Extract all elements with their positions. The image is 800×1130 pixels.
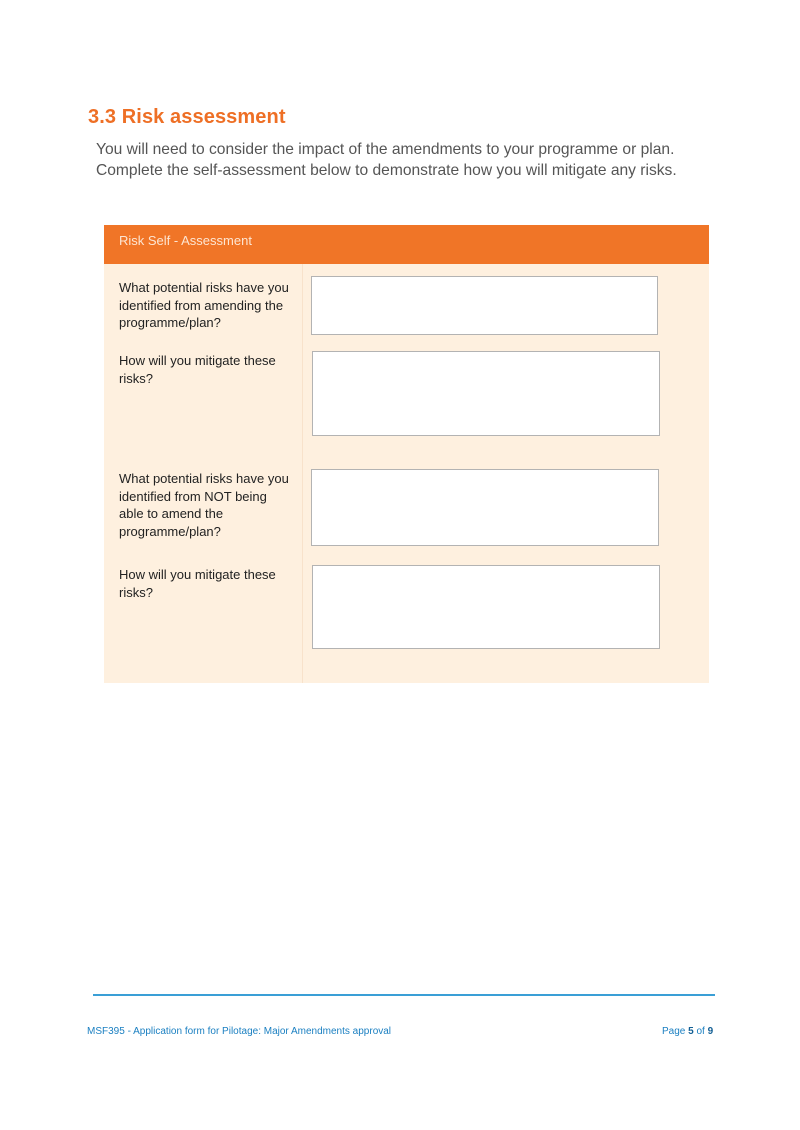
page-current: 5: [688, 1026, 694, 1037]
answer-field-risks-not-amending[interactable]: [311, 469, 659, 546]
question-line: able to amend the: [119, 506, 224, 521]
answer-field-mitigate-not-amending[interactable]: [312, 565, 660, 649]
question-line: identified from NOT being: [119, 488, 267, 504]
question-line: programme/plan?: [119, 315, 221, 330]
question-line: What potential risks have you: [119, 280, 289, 295]
question-line: identified from amending the: [119, 297, 284, 313]
question-label-mitigate-amending: [119, 352, 301, 387]
question-line: How will you mitigate these: [119, 353, 276, 368]
section-heading: 3.3 Risk assessment: [88, 106, 286, 128]
answer-field-risks-amending[interactable]: [311, 276, 658, 335]
page-indicator: [662, 1026, 713, 1037]
question-label-mitigate-not-amending: [119, 566, 301, 601]
page-of: of: [696, 1026, 705, 1037]
question-line: programme/plan?: [119, 523, 221, 539]
question-line: What potential risks have you: [119, 471, 289, 486]
page-label: Page: [662, 1026, 686, 1037]
column-divider: [302, 264, 303, 683]
question-label-risks-amending: [119, 279, 301, 332]
panel-title: Risk Self - Assessment: [119, 233, 252, 248]
question-label-risks-not-amending: [119, 470, 301, 540]
intro-line: Complete the self-assessment below to demonstrate how you will mitigate any risks.: [96, 162, 677, 179]
footer-form-title: MSF395 - Application form for Pilotage: Major Amendments approval: [87, 1026, 392, 1037]
question-line: risks?: [119, 370, 153, 386]
answer-field-mitigate-amending[interactable]: [312, 351, 660, 436]
footer-divider: [93, 994, 715, 996]
question-line: risks?: [119, 584, 153, 600]
intro-line: You will need to consider the impact of the amendments to your programme or plan.: [96, 141, 675, 158]
section-intro: [96, 139, 776, 181]
risk-self-assessment-panel: [104, 225, 709, 683]
page-total: 9: [707, 1026, 714, 1037]
panel-header: [104, 225, 709, 264]
question-line: How will you mitigate these: [119, 567, 276, 582]
